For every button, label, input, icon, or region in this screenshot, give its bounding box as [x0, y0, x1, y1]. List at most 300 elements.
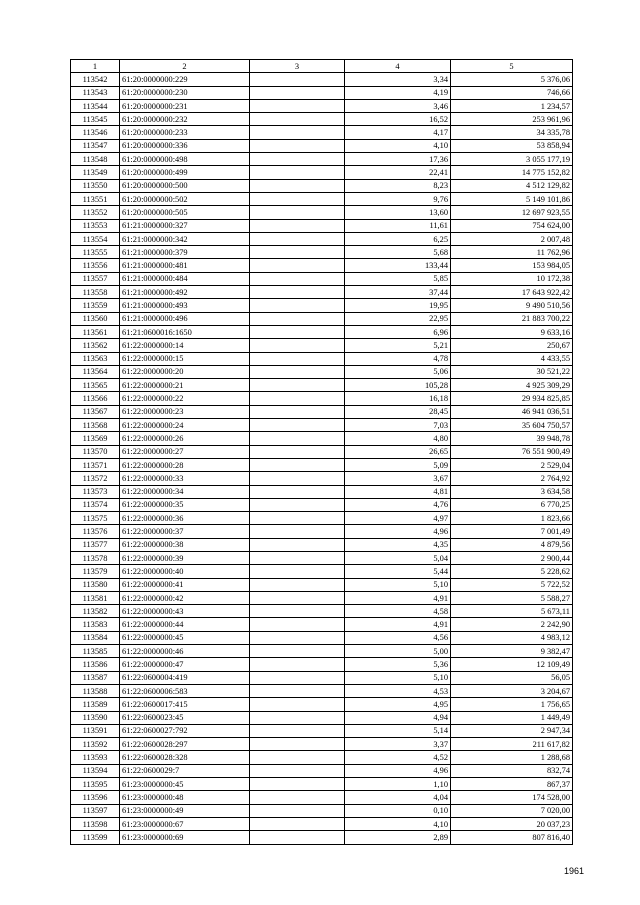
area-cell: 4,17 [345, 126, 451, 139]
row-number-cell: 113560 [71, 312, 120, 325]
cadastral-number-cell: 61:22:0000000:41 [120, 578, 250, 591]
empty-cell [250, 246, 345, 259]
empty-cell [250, 658, 345, 671]
row-number-cell: 113542 [71, 73, 120, 86]
cadastral-number-cell: 61:22:0000000:36 [120, 512, 250, 525]
table-row [71, 605, 573, 618]
cadastral-value-table [70, 59, 573, 845]
area-cell: 37,44 [345, 286, 451, 299]
cadastral-number-cell: 61:22:0600028:328 [120, 751, 250, 764]
cadastral-number-cell: 61:22:0000000:39 [120, 551, 250, 564]
value-cell: 1 234,57 [451, 99, 573, 112]
cadastral-number-cell: 61:20:0000000:232 [120, 113, 250, 126]
cadastral-number-cell: 61:20:0000000:233 [120, 126, 250, 139]
value-cell: 76 551 900,49 [451, 445, 573, 458]
table-row [71, 831, 573, 844]
table-row [71, 259, 573, 272]
area-cell: 4,96 [345, 525, 451, 538]
empty-cell [250, 299, 345, 312]
area-cell: 2,89 [345, 831, 451, 844]
cadastral-number-cell: 61:22:0600004:419 [120, 671, 250, 684]
row-number-cell: 113558 [71, 286, 120, 299]
cadastral-number-cell: 61:20:0000000:502 [120, 192, 250, 205]
area-cell: 4,53 [345, 684, 451, 697]
cadastral-number-cell: 61:22:0000000:38 [120, 538, 250, 551]
row-number-cell: 113583 [71, 618, 120, 631]
value-cell: 3 055 177,19 [451, 153, 573, 166]
cadastral-number-cell: 61:22:0000000:27 [120, 445, 250, 458]
value-cell: 7 020,00 [451, 804, 573, 817]
area-cell: 4,19 [345, 86, 451, 99]
row-number-cell: 113593 [71, 751, 120, 764]
page-number: 1961 [563, 866, 584, 876]
row-number-cell: 113577 [71, 538, 120, 551]
value-cell: 867,37 [451, 778, 573, 791]
row-number-cell: 113576 [71, 525, 120, 538]
row-number-cell: 113569 [71, 432, 120, 445]
area-cell: 4,95 [345, 698, 451, 711]
cadastral-number-cell: 61:22:0000000:21 [120, 379, 250, 392]
area-cell: 22,95 [345, 312, 451, 325]
table-row [71, 791, 573, 804]
cadastral-number-cell: 61:20:0000000:336 [120, 139, 250, 152]
empty-cell [250, 445, 345, 458]
empty-cell [250, 631, 345, 644]
cadastral-number-cell: 61:22:0000000:22 [120, 392, 250, 405]
table-row [71, 778, 573, 791]
table-row [71, 618, 573, 631]
value-cell: 4 925 309,29 [451, 379, 573, 392]
value-cell: 746,66 [451, 86, 573, 99]
value-cell: 4 983,12 [451, 631, 573, 644]
value-cell: 35 604 750,57 [451, 419, 573, 432]
row-number-cell: 113562 [71, 339, 120, 352]
row-number-cell: 113549 [71, 166, 120, 179]
cadastral-number-cell: 61:22:0000000:15 [120, 352, 250, 365]
empty-cell [250, 671, 345, 684]
table-row [71, 139, 573, 152]
area-cell: 5,10 [345, 578, 451, 591]
table-row [71, 525, 573, 538]
area-cell: 5,36 [345, 658, 451, 671]
cadastral-number-cell: 61:20:0000000:229 [120, 73, 250, 86]
empty-cell [250, 166, 345, 179]
table-row [71, 126, 573, 139]
cadastral-number-cell: 61:22:0000000:28 [120, 458, 250, 471]
area-cell: 22,41 [345, 166, 451, 179]
area-cell: 4,10 [345, 139, 451, 152]
cadastral-number-cell: 61:21:0000000:493 [120, 299, 250, 312]
area-cell: 19,95 [345, 299, 451, 312]
area-cell: 4,76 [345, 498, 451, 511]
table-row [71, 219, 573, 232]
value-cell: 253 961,96 [451, 113, 573, 126]
area-cell: 5,21 [345, 339, 451, 352]
row-number-cell: 113561 [71, 325, 120, 338]
value-cell: 17 643 922,42 [451, 286, 573, 299]
value-cell: 2 900,44 [451, 551, 573, 564]
empty-cell [250, 498, 345, 511]
area-cell: 3,46 [345, 99, 451, 112]
table-row [71, 538, 573, 551]
value-cell: 174 528,00 [451, 791, 573, 804]
cadastral-number-cell: 61:22:0000000:33 [120, 472, 250, 485]
area-cell: 105,28 [345, 379, 451, 392]
table-row [71, 578, 573, 591]
row-number-cell: 113578 [71, 551, 120, 564]
table-row [71, 551, 573, 564]
area-cell: 7,03 [345, 419, 451, 432]
cadastral-number-cell: 61:22:0000000:42 [120, 591, 250, 604]
row-number-cell: 113571 [71, 458, 120, 471]
empty-cell [250, 179, 345, 192]
area-cell: 4,80 [345, 432, 451, 445]
row-number-cell: 113570 [71, 445, 120, 458]
value-cell: 2 007,48 [451, 232, 573, 245]
cadastral-number-cell: 61:20:0000000:230 [120, 86, 250, 99]
value-cell: 807 816,40 [451, 831, 573, 844]
empty-cell [250, 618, 345, 631]
area-cell: 16,18 [345, 392, 451, 405]
value-cell: 20 037,23 [451, 817, 573, 830]
table-body [71, 73, 573, 844]
value-cell: 11 762,96 [451, 246, 573, 259]
value-cell: 2 529,04 [451, 458, 573, 471]
cadastral-number-cell: 61:22:0600023:45 [120, 711, 250, 724]
table-row [71, 645, 573, 658]
cadastral-number-cell: 61:22:0000000:45 [120, 631, 250, 644]
cadastral-number-cell: 61:23:0000000:45 [120, 778, 250, 791]
area-cell: 4,56 [345, 631, 451, 644]
empty-cell [250, 525, 345, 538]
empty-cell [250, 645, 345, 658]
empty-cell [250, 192, 345, 205]
row-number-cell: 113556 [71, 259, 120, 272]
table-row [71, 86, 573, 99]
table-row [71, 631, 573, 644]
cadastral-number-cell: 61:22:0000000:40 [120, 565, 250, 578]
row-number-cell: 113591 [71, 724, 120, 737]
header-col-5: 5 [451, 60, 573, 73]
table-row [71, 432, 573, 445]
cadastral-number-cell: 61:21:0600016:1650 [120, 325, 250, 338]
table-row [71, 711, 573, 724]
table-row [71, 246, 573, 259]
empty-cell [250, 538, 345, 551]
value-cell: 5 149 101,86 [451, 192, 573, 205]
row-number-cell: 113550 [71, 179, 120, 192]
area-cell: 5,09 [345, 458, 451, 471]
table-row [71, 339, 573, 352]
row-number-cell: 113551 [71, 192, 120, 205]
area-cell: 4,58 [345, 605, 451, 618]
cadastral-number-cell: 61:22:0000000:24 [120, 419, 250, 432]
empty-cell [250, 325, 345, 338]
empty-cell [250, 472, 345, 485]
empty-cell [250, 206, 345, 219]
area-cell: 6,96 [345, 325, 451, 338]
empty-cell [250, 698, 345, 711]
table-row [71, 379, 573, 392]
table-row [71, 565, 573, 578]
empty-cell [250, 485, 345, 498]
table-row [71, 99, 573, 112]
row-number-cell: 113584 [71, 631, 120, 644]
header-col-4: 4 [345, 60, 451, 73]
cadastral-number-cell: 61:23:0000000:67 [120, 817, 250, 830]
area-cell: 11,61 [345, 219, 451, 232]
area-cell: 5,10 [345, 671, 451, 684]
value-cell: 2 947,34 [451, 724, 573, 737]
row-number-cell: 113544 [71, 99, 120, 112]
empty-cell [250, 272, 345, 285]
row-number-cell: 113573 [71, 485, 120, 498]
row-number-cell: 113589 [71, 698, 120, 711]
value-cell: 4 512 129,82 [451, 179, 573, 192]
area-cell: 17,36 [345, 153, 451, 166]
cadastral-number-cell: 61:21:0000000:496 [120, 312, 250, 325]
value-cell: 29 934 825,85 [451, 392, 573, 405]
value-cell: 4 433,55 [451, 352, 573, 365]
table-row [71, 738, 573, 751]
empty-cell [250, 804, 345, 817]
table-row [71, 232, 573, 245]
cadastral-number-cell: 61:22:0000000:46 [120, 645, 250, 658]
cadastral-number-cell: 61:23:0000000:69 [120, 831, 250, 844]
area-cell: 4,04 [345, 791, 451, 804]
value-cell: 4 879,56 [451, 538, 573, 551]
area-cell: 133,44 [345, 259, 451, 272]
area-cell: 4,94 [345, 711, 451, 724]
area-cell: 4,91 [345, 591, 451, 604]
value-cell: 12 697 923,55 [451, 206, 573, 219]
row-number-cell: 113566 [71, 392, 120, 405]
value-cell: 2 764,92 [451, 472, 573, 485]
empty-cell [250, 578, 345, 591]
cadastral-number-cell: 61:22:0000000:47 [120, 658, 250, 671]
value-cell: 30 521,22 [451, 365, 573, 378]
cadastral-number-cell: 61:23:0000000:49 [120, 804, 250, 817]
empty-cell [250, 232, 345, 245]
table-row [71, 485, 573, 498]
value-cell: 12 109,49 [451, 658, 573, 671]
row-number-cell: 113553 [71, 219, 120, 232]
cadastral-number-cell: 61:20:0000000:500 [120, 179, 250, 192]
value-cell: 5 588,27 [451, 591, 573, 604]
cadastral-number-cell: 61:22:0000000:14 [120, 339, 250, 352]
empty-cell [250, 286, 345, 299]
row-number-cell: 113597 [71, 804, 120, 817]
empty-cell [250, 565, 345, 578]
area-cell: 5,00 [345, 645, 451, 658]
area-cell: 3,34 [345, 73, 451, 86]
table-row [71, 299, 573, 312]
empty-cell [250, 551, 345, 564]
area-cell: 0,10 [345, 804, 451, 817]
empty-cell [250, 817, 345, 830]
empty-cell [250, 711, 345, 724]
area-cell: 13,60 [345, 206, 451, 219]
row-number-cell: 113585 [71, 645, 120, 658]
area-cell: 4,96 [345, 764, 451, 777]
row-number-cell: 113572 [71, 472, 120, 485]
cadastral-number-cell: 61:21:0000000:342 [120, 232, 250, 245]
row-number-cell: 113564 [71, 365, 120, 378]
header-col-2: 2 [120, 60, 250, 73]
row-number-cell: 113579 [71, 565, 120, 578]
value-cell: 211 617,82 [451, 738, 573, 751]
empty-cell [250, 153, 345, 166]
table-row [71, 684, 573, 697]
table-row [71, 272, 573, 285]
empty-cell [250, 339, 345, 352]
empty-cell [250, 365, 345, 378]
area-cell: 9,76 [345, 192, 451, 205]
empty-cell [250, 126, 345, 139]
area-cell: 28,45 [345, 405, 451, 418]
area-cell: 3,67 [345, 472, 451, 485]
cadastral-number-cell: 61:20:0000000:505 [120, 206, 250, 219]
cadastral-number-cell: 61:22:0000000:37 [120, 525, 250, 538]
table-row [71, 419, 573, 432]
empty-cell [250, 605, 345, 618]
empty-cell [250, 751, 345, 764]
area-cell: 3,37 [345, 738, 451, 751]
cadastral-number-cell: 61:22:0000000:26 [120, 432, 250, 445]
table-row [71, 724, 573, 737]
table-row [71, 405, 573, 418]
table-row [71, 498, 573, 511]
cadastral-number-cell: 61:21:0000000:484 [120, 272, 250, 285]
value-cell: 21 883 700,22 [451, 312, 573, 325]
table-row [71, 591, 573, 604]
cadastral-number-cell: 61:22:0600029:7 [120, 764, 250, 777]
table-row [71, 325, 573, 338]
row-number-cell: 113557 [71, 272, 120, 285]
value-cell: 3 204,67 [451, 684, 573, 697]
empty-cell [250, 392, 345, 405]
cadastral-number-cell: 61:22:0000000:35 [120, 498, 250, 511]
table-row [71, 817, 573, 830]
value-cell: 2 242,90 [451, 618, 573, 631]
area-cell: 4,81 [345, 485, 451, 498]
table-row [71, 352, 573, 365]
empty-cell [250, 113, 345, 126]
value-cell: 1 288,68 [451, 751, 573, 764]
row-number-cell: 113567 [71, 405, 120, 418]
empty-cell [250, 764, 345, 777]
empty-cell [250, 219, 345, 232]
empty-cell [250, 724, 345, 737]
table-row [71, 445, 573, 458]
table-row [71, 365, 573, 378]
table-row [71, 658, 573, 671]
table-row [71, 166, 573, 179]
value-cell: 34 335,78 [451, 126, 573, 139]
cadastral-number-cell: 61:21:0000000:327 [120, 219, 250, 232]
value-cell: 56,05 [451, 671, 573, 684]
empty-cell [250, 512, 345, 525]
value-cell: 14 775 152,82 [451, 166, 573, 179]
row-number-cell: 113548 [71, 153, 120, 166]
row-number-cell: 113592 [71, 738, 120, 751]
value-cell: 7 001,49 [451, 525, 573, 538]
value-cell: 10 172,38 [451, 272, 573, 285]
row-number-cell: 113594 [71, 764, 120, 777]
row-number-cell: 113586 [71, 658, 120, 671]
table-row [71, 179, 573, 192]
table-row [71, 458, 573, 471]
table-row [71, 764, 573, 777]
row-number-cell: 113563 [71, 352, 120, 365]
row-number-cell: 113598 [71, 817, 120, 830]
empty-cell [250, 432, 345, 445]
empty-cell [250, 86, 345, 99]
empty-cell [250, 738, 345, 751]
table-row [71, 206, 573, 219]
area-cell: 5,14 [345, 724, 451, 737]
row-number-cell: 113559 [71, 299, 120, 312]
table-row [71, 392, 573, 405]
empty-cell [250, 684, 345, 697]
table-row [71, 671, 573, 684]
area-cell: 4,97 [345, 512, 451, 525]
cadastral-number-cell: 61:22:0000000:44 [120, 618, 250, 631]
empty-cell [250, 831, 345, 844]
cadastral-number-cell: 61:22:0000000:34 [120, 485, 250, 498]
row-number-cell: 113595 [71, 778, 120, 791]
empty-cell [250, 778, 345, 791]
value-cell: 5 376,06 [451, 73, 573, 86]
table-header [71, 60, 573, 73]
empty-cell [250, 405, 345, 418]
area-cell: 4,52 [345, 751, 451, 764]
cadastral-number-cell: 61:20:0000000:498 [120, 153, 250, 166]
table-row [71, 153, 573, 166]
cadastral-number-cell: 61:22:0600017:415 [120, 698, 250, 711]
cadastral-number-cell: 61:22:0600028:297 [120, 738, 250, 751]
value-cell: 9 490 510,56 [451, 299, 573, 312]
row-number-cell: 113554 [71, 232, 120, 245]
row-number-cell: 113596 [71, 791, 120, 804]
cadastral-number-cell: 61:21:0000000:379 [120, 246, 250, 259]
value-cell: 832,74 [451, 764, 573, 777]
area-cell: 5,44 [345, 565, 451, 578]
value-cell: 250,67 [451, 339, 573, 352]
row-number-cell: 113590 [71, 711, 120, 724]
value-cell: 1 756,65 [451, 698, 573, 711]
value-cell: 6 770,25 [451, 498, 573, 511]
value-cell: 754 624,00 [451, 219, 573, 232]
row-number-cell: 113582 [71, 605, 120, 618]
empty-cell [250, 591, 345, 604]
row-number-cell: 113574 [71, 498, 120, 511]
row-number-cell: 113543 [71, 86, 120, 99]
table-row [71, 73, 573, 86]
row-number-cell: 113599 [71, 831, 120, 844]
cadastral-number-cell: 61:22:0000000:43 [120, 605, 250, 618]
area-cell: 6,25 [345, 232, 451, 245]
area-cell: 5,85 [345, 272, 451, 285]
cadastral-number-cell: 61:20:0000000:499 [120, 166, 250, 179]
header-col-1: 1 [71, 60, 120, 73]
value-cell: 39 948,78 [451, 432, 573, 445]
empty-cell [250, 73, 345, 86]
value-cell: 5 722,52 [451, 578, 573, 591]
cadastral-number-cell: 61:22:0000000:23 [120, 405, 250, 418]
cadastral-number-cell: 61:21:0000000:481 [120, 259, 250, 272]
value-cell: 9 633,16 [451, 325, 573, 338]
